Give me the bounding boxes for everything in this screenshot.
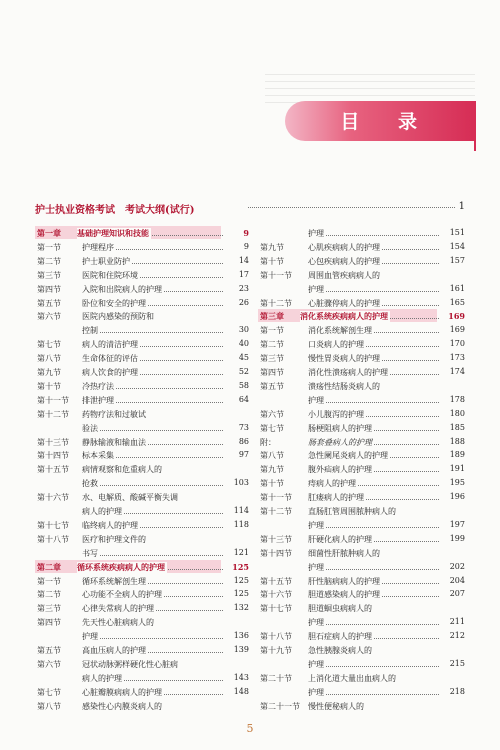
entry-title: 病情观察和危重病人的	[82, 465, 162, 475]
entry-title: 腹外疝病人的护理	[308, 465, 372, 475]
toc-entry[interactable]	[37, 462, 249, 476]
banner-edge-line	[474, 101, 476, 151]
toc-entry[interactable]	[37, 421, 249, 435]
entry-title: 基础护理知识和技能	[77, 228, 149, 238]
toc-entry[interactable]	[260, 365, 465, 379]
entry-number: 第十四节	[260, 548, 292, 558]
dot-leader	[308, 666, 439, 667]
entry-title: 护理	[308, 229, 324, 238]
entry-page: 180	[439, 409, 465, 418]
toc-entry[interactable]	[37, 240, 249, 254]
toc-entry[interactable]	[260, 462, 465, 476]
entry-page: 125	[223, 576, 249, 585]
toc-entry[interactable]	[37, 476, 249, 490]
entry-page: 196	[439, 492, 465, 501]
toc-entry[interactable]	[260, 448, 465, 462]
toc-entry[interactable]	[37, 504, 249, 518]
entry-title: 护理	[308, 562, 324, 572]
entry-number: 第二节	[37, 590, 61, 600]
entry-page: 173	[439, 353, 465, 362]
toc-entry[interactable]	[260, 351, 465, 365]
entry-title: 验法	[82, 423, 98, 433]
entry-title: 卧位和安全的护理	[82, 298, 146, 308]
entry-number: 第十七节	[260, 604, 292, 614]
entry-title: 胆石症病人的护理	[308, 632, 372, 642]
entry-page: 40	[223, 339, 249, 348]
entry-number: 第八节	[37, 354, 61, 364]
toc-entry[interactable]	[37, 393, 249, 407]
entry-number: 第一章	[37, 228, 61, 238]
dot-leader	[82, 638, 223, 639]
entry-page: 58	[223, 381, 249, 390]
entry-number: 第十七节	[37, 520, 69, 530]
entry-title: 消化系统解剖生理	[308, 326, 372, 336]
entry-page: 207	[439, 589, 465, 598]
entry-title: 医院内感染的预防和	[82, 312, 154, 322]
toc-banner	[285, 101, 475, 141]
entry-title: 胆道感染病人的护理	[308, 590, 380, 600]
entry-page: 215	[439, 659, 465, 668]
intro-label: 护士执业资格考试 考试大纲(试行)	[35, 205, 195, 216]
entry-page: 212	[439, 631, 465, 640]
entry-number: 第十二节	[37, 409, 69, 419]
entry-page: 189	[439, 450, 465, 459]
entry-page: 125	[223, 562, 249, 572]
entry-number: 第八节	[260, 451, 284, 461]
toc-entry[interactable]	[260, 240, 465, 254]
entry-number: 第二十一节	[260, 701, 300, 711]
entry-page: 195	[439, 478, 465, 487]
toc-entry[interactable]	[37, 671, 249, 685]
entry-page: 45	[223, 353, 249, 362]
entry-number: 第十六节	[37, 493, 69, 503]
entry-title: 小儿腹泻的护理	[308, 409, 364, 419]
entry-number: 第八节	[37, 701, 61, 711]
entry-title: 病人的护理	[82, 673, 122, 683]
entry-title: 护理	[82, 632, 98, 642]
entry-number: 第二节	[260, 340, 284, 350]
toc-entry[interactable]	[37, 435, 249, 449]
entry-number: 附：	[260, 437, 276, 447]
entry-page: 211	[439, 617, 465, 626]
dot-leader	[308, 235, 439, 236]
entry-title: 肠套叠病人的护理	[308, 437, 372, 447]
entry-page: 197	[439, 520, 465, 529]
toc-entry[interactable]	[260, 587, 465, 601]
toc-entry[interactable]	[260, 504, 465, 518]
dot-leader	[82, 430, 223, 431]
entry-title: 心包疾病病人的护理	[308, 256, 380, 266]
entry-title: 标本采集	[82, 451, 114, 461]
dot-leader	[82, 332, 223, 333]
entry-title: 口炎病人的护理	[308, 340, 364, 350]
toc-entry[interactable]	[37, 351, 249, 365]
entry-title: 肠梗阻病人的护理	[308, 423, 372, 433]
entry-title: 医疗和护理文件的	[82, 534, 146, 544]
entry-number: 第三节	[37, 604, 61, 614]
toc-entry[interactable]	[260, 393, 465, 407]
toc-entry[interactable]	[37, 282, 249, 296]
entry-page: 17	[223, 270, 249, 279]
entry-number: 第九节	[37, 368, 61, 377]
entry-page: 118	[223, 520, 249, 529]
toc-entry[interactable]	[260, 629, 465, 643]
intro-page: 1	[458, 201, 465, 212]
toc-entry[interactable]	[260, 546, 465, 560]
toc-entry[interactable]	[37, 587, 249, 601]
entry-number: 第十二节	[260, 298, 292, 308]
entry-title: 心肌疾病病人的护理	[308, 242, 380, 252]
entry-title: 静脉输液和输血法	[82, 437, 146, 447]
entry-page: 170	[439, 339, 465, 348]
toc-entry[interactable]	[37, 615, 249, 629]
toc-entry[interactable]	[37, 699, 249, 713]
entry-page: 136	[223, 631, 249, 640]
toc-entry[interactable]	[260, 407, 465, 421]
entry-title: 胆道蛔虫病病人的	[308, 604, 372, 614]
entry-title: 周围血管疾病病人的	[308, 270, 380, 280]
toc-entry[interactable]	[37, 657, 249, 671]
toc-entry[interactable]	[260, 699, 465, 713]
entry-number: 第三章	[260, 311, 284, 322]
entry-page: 73	[223, 423, 249, 432]
entry-page: 103	[223, 478, 249, 487]
entry-title: 护理	[308, 520, 324, 530]
toc-entry[interactable]	[260, 560, 465, 574]
toc-entry[interactable]	[260, 268, 465, 282]
entry-title: 感染性心内膜炎病人的	[82, 701, 162, 711]
toc-entry[interactable]	[37, 546, 249, 560]
entry-page: 151	[439, 228, 465, 237]
entry-page: 64	[223, 395, 249, 404]
entry-page: 148	[223, 687, 249, 696]
intro-entry[interactable]	[35, 201, 465, 217]
toc-entry[interactable]	[260, 421, 465, 435]
entry-page: 139	[223, 645, 249, 654]
entry-title: 急性胰腺炎病人的	[308, 646, 372, 655]
toc-entry[interactable]	[37, 309, 249, 323]
entry-number: 第二章	[37, 561, 61, 572]
dot-leader	[248, 207, 455, 208]
entry-number: 第三节	[260, 354, 284, 364]
dot-leader	[308, 402, 439, 403]
entry-number: 第十八节	[260, 632, 292, 642]
toc-chapter-entry[interactable]	[37, 226, 249, 240]
dot-leader	[82, 485, 223, 486]
entry-number: 第五节	[260, 381, 284, 391]
dot-leader	[308, 694, 439, 695]
entry-number: 第四节	[37, 618, 61, 628]
toc-entry[interactable]	[260, 643, 465, 657]
entry-number: 第一节	[37, 576, 61, 586]
entry-number: 第一节	[37, 242, 61, 252]
entry-title: 肝性脑病病人的护理	[308, 576, 380, 586]
toc-entry[interactable]	[37, 337, 249, 351]
entry-title: 慢性便秘病人的	[308, 701, 364, 711]
entry-title: 护理	[308, 284, 324, 294]
entry-title: 入院和出院病人的护理	[82, 284, 162, 294]
toc-entry[interactable]	[37, 448, 249, 462]
entry-number: 第一节	[260, 326, 284, 336]
entry-title: 心脏瓣膜病病人的护理	[82, 687, 162, 697]
entry-number: 第六节	[37, 659, 61, 669]
entry-number: 第十一节	[37, 395, 69, 405]
entry-page: 178	[439, 395, 465, 404]
toc-entry[interactable]	[37, 574, 249, 588]
toc-entry[interactable]	[37, 296, 249, 310]
dot-leader	[308, 624, 439, 625]
entry-page: 157	[439, 256, 465, 265]
entry-number: 第五节	[37, 298, 61, 308]
entry-title: 肝硬化病人的护理	[308, 534, 372, 544]
entry-page: 114	[223, 506, 249, 515]
entry-title: 书写	[82, 548, 98, 558]
entry-title: 肛瘘病人的护理	[308, 493, 364, 503]
toc-entry[interactable]	[260, 685, 465, 699]
entry-title: 医院和住院环境	[82, 270, 138, 280]
toc-entry[interactable]	[37, 379, 249, 393]
entry-title: 慢性胃炎病人的护理	[308, 354, 380, 364]
entry-number: 第七节	[260, 423, 284, 433]
entry-title: 高血压病人的护理	[82, 646, 146, 655]
toc-entry[interactable]	[260, 615, 465, 629]
entry-title: 护士职业防护	[82, 256, 130, 266]
entry-title: 抢救	[82, 479, 98, 489]
entry-title: 护理	[308, 618, 324, 628]
toc-entry[interactable]	[37, 365, 249, 379]
entry-number: 第十一节	[260, 270, 292, 280]
toc-entry[interactable]	[37, 268, 249, 282]
entry-page: 121	[223, 548, 249, 557]
entry-title: 冠状动脉粥样硬化性心脏病	[82, 659, 178, 669]
toc-entry[interactable]	[260, 226, 465, 240]
entry-page: 14	[223, 256, 249, 265]
entry-page: 30	[223, 325, 249, 334]
entry-number: 第四节	[260, 368, 284, 377]
toc-entry[interactable]	[260, 296, 465, 310]
entry-title: 溃疡性结肠炎病人的	[308, 381, 380, 391]
toc-entry[interactable]	[37, 518, 249, 532]
entry-page: 143	[223, 673, 249, 682]
entry-title: 水、电解质、酸碱平衡失调	[82, 493, 178, 503]
entry-title: 控制	[82, 326, 98, 336]
entry-page: 52	[223, 367, 249, 376]
entry-title: 排泄护理	[82, 395, 114, 405]
entry-number: 第五节	[37, 646, 61, 655]
entry-title: 临终病人的护理	[82, 520, 138, 530]
toc-entry[interactable]	[260, 532, 465, 546]
entry-page: 188	[439, 437, 465, 446]
entry-title: 消化系统疾病病人的护理	[300, 311, 388, 322]
entry-page: 132	[223, 603, 249, 612]
toc-entry[interactable]	[260, 601, 465, 615]
entry-title: 细菌性肝脓肿病人的	[308, 548, 380, 558]
entry-number: 第十节	[260, 256, 284, 266]
entry-page: 169	[439, 325, 465, 334]
dot-leader	[308, 291, 439, 292]
page-number: 5	[246, 722, 254, 735]
toc-entry[interactable]	[260, 254, 465, 268]
entry-title: 心脏骤停病人的护理	[308, 298, 380, 308]
entry-number: 第十五节	[37, 465, 69, 475]
entry-number: 第十五节	[260, 576, 292, 586]
entry-page: 204	[439, 576, 465, 585]
entry-title: 痔病人的护理	[308, 479, 356, 489]
toc-entry[interactable]	[260, 323, 465, 337]
toc-entry[interactable]	[37, 685, 249, 699]
entry-number: 第十一节	[260, 493, 292, 503]
entry-number: 第十二节	[260, 507, 292, 516]
entry-page: 9	[223, 242, 249, 251]
entry-title: 冷热疗法	[82, 381, 114, 391]
entry-title: 循环系统解剖生理	[82, 576, 146, 586]
entry-number: 第六节	[37, 312, 61, 322]
toc-entry[interactable]	[37, 407, 249, 421]
entry-number: 第九节	[260, 465, 284, 475]
entry-page: 9	[223, 228, 249, 238]
entry-number: 第九节	[260, 242, 284, 252]
entry-page: 125	[223, 589, 249, 598]
entry-title: 直肠肛管周围脓肿病人的	[308, 507, 396, 516]
toc-entry[interactable]	[260, 435, 465, 449]
entry-number: 第十六节	[260, 590, 292, 600]
toc-entry[interactable]	[260, 476, 465, 490]
entry-title: 消化性溃疡病人的护理	[308, 368, 388, 377]
entry-title: 生命体征的评估	[82, 354, 138, 364]
entry-page: 202	[439, 562, 465, 571]
dot-leader	[308, 569, 439, 570]
entry-number: 第六节	[260, 409, 284, 419]
entry-page: 218	[439, 687, 465, 696]
entry-number: 第二十节	[260, 673, 292, 683]
entry-page: 86	[223, 437, 249, 446]
entry-page: 185	[439, 423, 465, 432]
dot-leader	[82, 555, 223, 556]
entry-number: 第三节	[37, 270, 61, 280]
toc-entry[interactable]	[37, 532, 249, 546]
entry-title: 护理	[308, 687, 324, 697]
toc-entry[interactable]	[260, 574, 465, 588]
entry-page: 169	[439, 311, 465, 321]
toc-entry[interactable]	[260, 282, 465, 296]
entry-title: 病人饮食的护理	[82, 368, 138, 377]
entry-page: 174	[439, 367, 465, 376]
toc-entry[interactable]	[260, 379, 465, 393]
entry-title: 上消化道大量出血病人的	[308, 673, 396, 683]
entry-page: 161	[439, 284, 465, 293]
toc-entry[interactable]	[260, 337, 465, 351]
toc-chapter-entry[interactable]	[260, 309, 465, 323]
entry-page: 191	[439, 464, 465, 473]
entry-title: 先天性心脏病病人的	[82, 618, 154, 628]
toc-entry[interactable]	[37, 490, 249, 504]
toc-entry[interactable]	[37, 643, 249, 657]
dot-leader	[308, 527, 439, 528]
toc-entry[interactable]	[260, 490, 465, 504]
entry-number: 第十三节	[260, 534, 292, 544]
entry-number: 第十三节	[37, 437, 69, 447]
entry-number: 第十节	[260, 479, 284, 489]
entry-page: 154	[439, 242, 465, 251]
entry-title: 病人的护理	[82, 507, 122, 516]
entry-title: 循环系统疾病病人的护理	[77, 561, 165, 572]
toc-entry[interactable]	[260, 671, 465, 685]
entry-title: 病人的清洁护理	[82, 340, 138, 350]
toc-entry[interactable]	[37, 254, 249, 268]
entry-number: 第十节	[37, 381, 61, 391]
entry-title: 护理程序	[82, 242, 114, 252]
entry-page: 23	[223, 284, 249, 293]
toc-entry[interactable]	[37, 629, 249, 643]
toc-entry[interactable]	[37, 601, 249, 615]
toc-title: 目 录	[340, 111, 433, 133]
entry-number: 第二节	[37, 256, 61, 266]
entry-number: 第十八节	[37, 534, 69, 544]
entry-number: 第十四节	[37, 451, 69, 461]
entry-number: 第七节	[37, 687, 61, 697]
entry-page: 199	[439, 534, 465, 543]
entry-title: 心功能不全病人的护理	[82, 590, 162, 600]
entry-number: 第四节	[37, 284, 61, 294]
entry-title: 护理	[308, 395, 324, 405]
entry-title: 药物疗法和过敏试	[82, 409, 146, 419]
entry-title: 心律失常病人的护理	[82, 604, 154, 614]
toc-chapter-entry[interactable]	[37, 560, 249, 574]
toc-entry[interactable]	[260, 657, 465, 671]
entry-page: 165	[439, 298, 465, 307]
entry-title: 护理	[308, 659, 324, 669]
entry-number: 第七节	[37, 340, 61, 350]
toc-entry[interactable]	[37, 323, 249, 337]
entry-page: 97	[223, 450, 249, 459]
toc-entry[interactable]	[260, 518, 465, 532]
entry-page: 26	[223, 298, 249, 307]
entry-number: 第十九节	[260, 646, 292, 655]
entry-title: 急性阑尾炎病人的护理	[308, 451, 388, 461]
